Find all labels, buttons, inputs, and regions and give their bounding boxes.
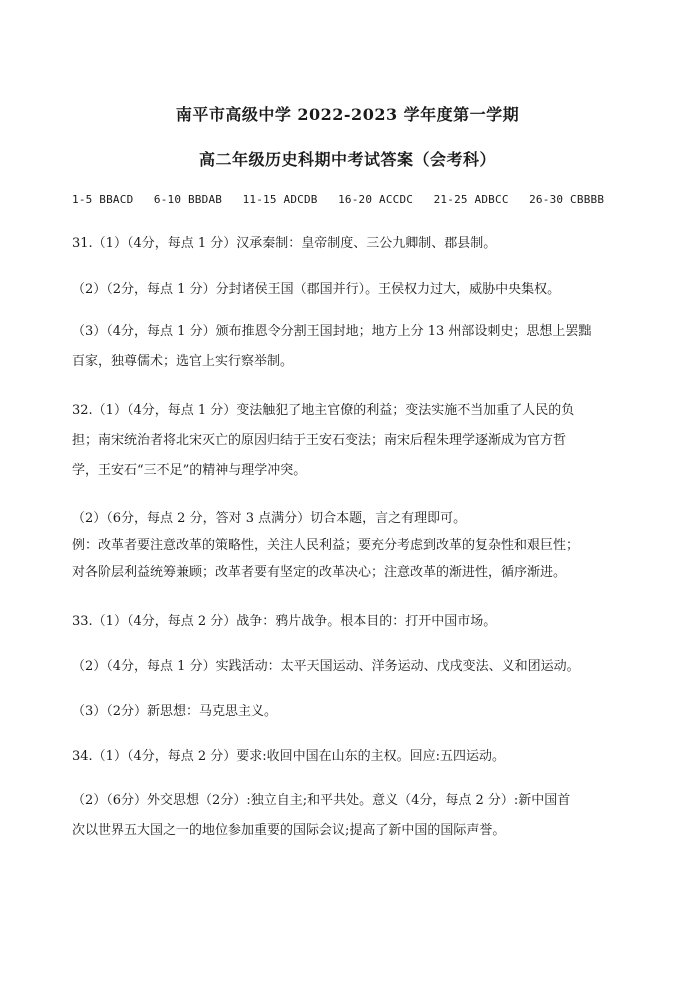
document-title: 南平市高级中学 2022-2023 学年度第一学期 — [175, 105, 520, 124]
q34-part2-line1: （2）（6分）外交思想（2分）:独立自主;和平共处。意义（4分，每点 2 分）:新中国首 — [72, 793, 571, 808]
q33-part1: 33.（1）（4分，每点 2 分）战争：鸦片战争。根本目的：打开中国市场。 — [72, 614, 497, 629]
q31-part3-line1: （3）（4分，每点 1 分）颁布推恩令分割王国封地；地方上分 13 州部设刺史；思想上罢黜 — [72, 324, 592, 339]
q32-part2 — [72, 505, 628, 586]
q34-part2-line2: 次以世界五大国之一的地位参加重要的国际会议;提高了新中国的国际声誉。 — [72, 823, 506, 838]
q32-part1-line1: 32.（1）（4分，每点 1 分）变法触犯了地主官僚的利益；变法实施不当加重了人民的负 — [72, 403, 575, 418]
q31-part3 — [72, 317, 628, 377]
q32-part1 — [72, 396, 628, 486]
q33-part2: （2）（4分，每点 1 分）实践活动：太平天国运动、洋务运动、戊戌变法、义和团运动。 — [72, 659, 580, 674]
q32-part2-line3: 对各阶层利益统筹兼顾；改革者要有坚定的改革决心；注意改革的渐进性，循序渐进。 — [72, 565, 567, 580]
q31-part2: （2）（2分，每点 1 分）分封诸侯王国（郡国并行）。王侯权力过大，威胁中央集权。 — [72, 282, 561, 297]
q31-part3-line2: 百家，独尊儒术；选官上实行察举制。 — [72, 354, 294, 369]
q34-part2 — [72, 786, 628, 846]
q34-part1: 34.（1）（4分，每点 2 分）要求:收回中国在山东的主权。回应:五四运动。 — [72, 749, 506, 764]
q32-part1-line2: 担；南宋统治者将北宋灭亡的原因归结于王安石变法；南宋后程朱理学逐渐成为官方哲 — [72, 433, 567, 448]
q32-part2-line2: 例：改革者要注意改革的策略性，关注人民利益；要充分考虑到改革的复杂性和艰巨性； — [72, 538, 580, 553]
q31-part1: 31.（1）（4分，每点 1 分）汉承秦制：皇帝制度、三公九卿制、郡县制。 — [72, 236, 497, 251]
q33-part3: （3）（2分）新思想：马克思主义。 — [72, 704, 278, 719]
multiple-choice-answers: 1-5 BBACD 6-10 BBDAB 11-15 ADCDB 16-20 ACCDC 21-25 ADBCC 26-30 CBBBB — [72, 193, 605, 206]
document-subtitle: 高二年级历史科期中考试答案（会考科） — [198, 150, 496, 169]
q32-part2-line1: （2）（6分，每点 2 分，答对 3 点满分）切合本题，言之有理即可。 — [72, 511, 467, 526]
q32-part1-line3: 学，王安石“三不足”的精神与理学冲突。 — [72, 463, 307, 478]
